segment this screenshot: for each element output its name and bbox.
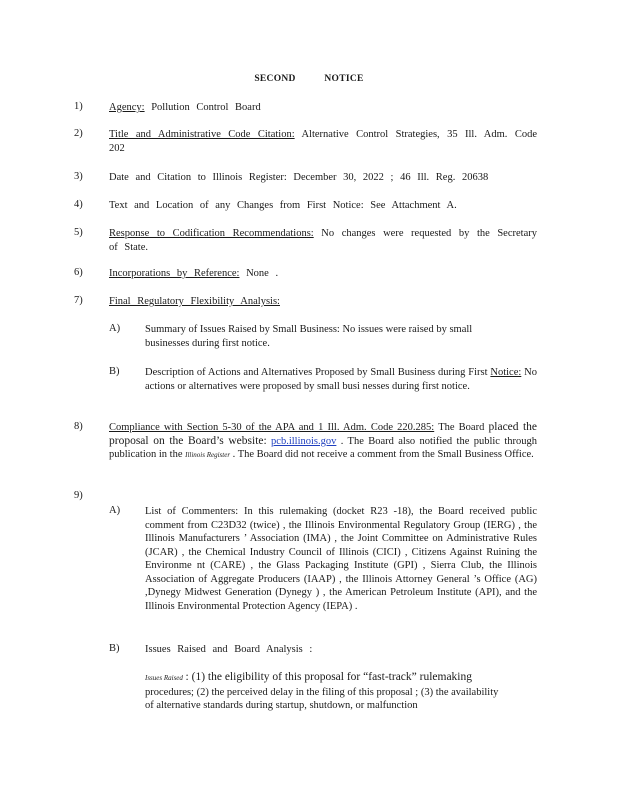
item-label: Title and Administrative Code Citation: bbox=[109, 129, 295, 140]
item-text: Pollution Control Board bbox=[151, 102, 261, 113]
item-text: . The Board did not receive a comment from the Small Business Office. bbox=[232, 449, 534, 460]
issues-text: : (1) the eligibility of this proposal for “fast-track” rulemaking bbox=[185, 671, 473, 683]
item-text: Alternative Control Strategies, 35 Ill. Adm. Code 202 bbox=[109, 129, 537, 154]
subitem-issues-raised bbox=[145, 671, 507, 713]
item-number: 5) bbox=[74, 227, 83, 238]
item-text: The Board bbox=[438, 422, 485, 433]
item-date-citation: Date and Citation to Illinois Register: December 30, 2022 ; 46 Ill. Reg. 20638 bbox=[109, 172, 489, 183]
item-text: None . bbox=[246, 268, 279, 279]
item-number: 6) bbox=[74, 267, 83, 278]
item-number: 4) bbox=[74, 199, 83, 210]
issues-text: procedures; (2) the perceived delay in the filing of this proposal ; (3) the availability of alternative standards during startup, shutdown, or malfunction bbox=[145, 686, 499, 711]
item-number: 3) bbox=[74, 171, 83, 182]
subitem-letter: B) bbox=[109, 366, 120, 377]
subitem-text: No actions or alternatives were proposed by small busi nesses during first notice. bbox=[145, 367, 538, 392]
item-compliance bbox=[109, 421, 537, 463]
item-number: 1) bbox=[74, 101, 83, 112]
item-label: Response to Codification Recommendations: bbox=[109, 228, 314, 239]
item-changes: Text and Location of any Changes from First Notice: See Attachment A. bbox=[109, 200, 457, 211]
item-text: placed the proposal on the Board’s website: bbox=[109, 421, 537, 447]
item-label: Compliance with Section 5-30 of the APA and 1 Ill. Adm. Code 220.285: bbox=[109, 422, 435, 433]
item-text: No changes were requested by the Secretary of State. bbox=[109, 228, 537, 253]
subitem-description bbox=[145, 366, 537, 393]
item-label: Incorporations by Reference: bbox=[109, 268, 240, 279]
item-number: 8) bbox=[74, 421, 83, 432]
item-codification bbox=[109, 227, 537, 254]
page-title: SECOND NOTICE bbox=[254, 74, 364, 84]
subitem-commenters: List of Commenters: In this rulemaking (docket R23 -18), the Board received public comment from C23D32 (twice) , the Illinois Environmental Regulatory Group (IERG) , the Illinois Manufacturers ’ Association (IMA) , the Joint Committee on Administrative Rules (JCAR) , the Chemical Industry Council of Illinois (CICI) , Citizens Against Ruining the Environme nt (CARE) , the Glass Packaging Institute (GPI) , Sierra Club, the Illinois Association of Aggregate Producers (IAAP) , the Illinois Attorney General ’s Office (AG) ,Dynegy Midwest Generation (Dynegy ) , the American Petroleum Institute (API), and the Illinois Environmental Protection Agency (IEPA) . bbox=[145, 506, 537, 612]
subitem-letter: A) bbox=[109, 505, 121, 516]
item-label: Agency: bbox=[109, 102, 145, 113]
subitem-issues-heading: Issues Raised and Board Analysis : bbox=[145, 644, 313, 655]
issues-label: Issues Raised bbox=[145, 674, 183, 682]
register-name: Illinois Register bbox=[185, 451, 231, 459]
subitem-letter: A) bbox=[109, 323, 121, 334]
subitem-letter: B) bbox=[109, 643, 120, 654]
item-agency bbox=[109, 101, 537, 115]
item-text: . The Board also notified the public through publication in the bbox=[109, 435, 537, 460]
item-number: 2) bbox=[74, 128, 83, 139]
subitem-summary: Summary of Issues Raised by Small Business: No issues were raised by small businesses during first notice. bbox=[145, 324, 473, 349]
item-incorporations bbox=[109, 267, 537, 281]
item-number: 7) bbox=[74, 295, 83, 306]
website-link[interactable]: pcb.illinois.gov bbox=[271, 435, 337, 447]
subitem-text: Description of Actions and Alternatives Proposed by Small Business during First bbox=[145, 367, 488, 378]
item-label: Final Regulatory Flexibility Analysis: bbox=[109, 296, 280, 307]
subitem-label: Notice: bbox=[490, 367, 522, 378]
item-flexibility bbox=[109, 295, 537, 309]
item-number: 9) bbox=[74, 490, 83, 501]
item-title-citation bbox=[109, 128, 537, 155]
